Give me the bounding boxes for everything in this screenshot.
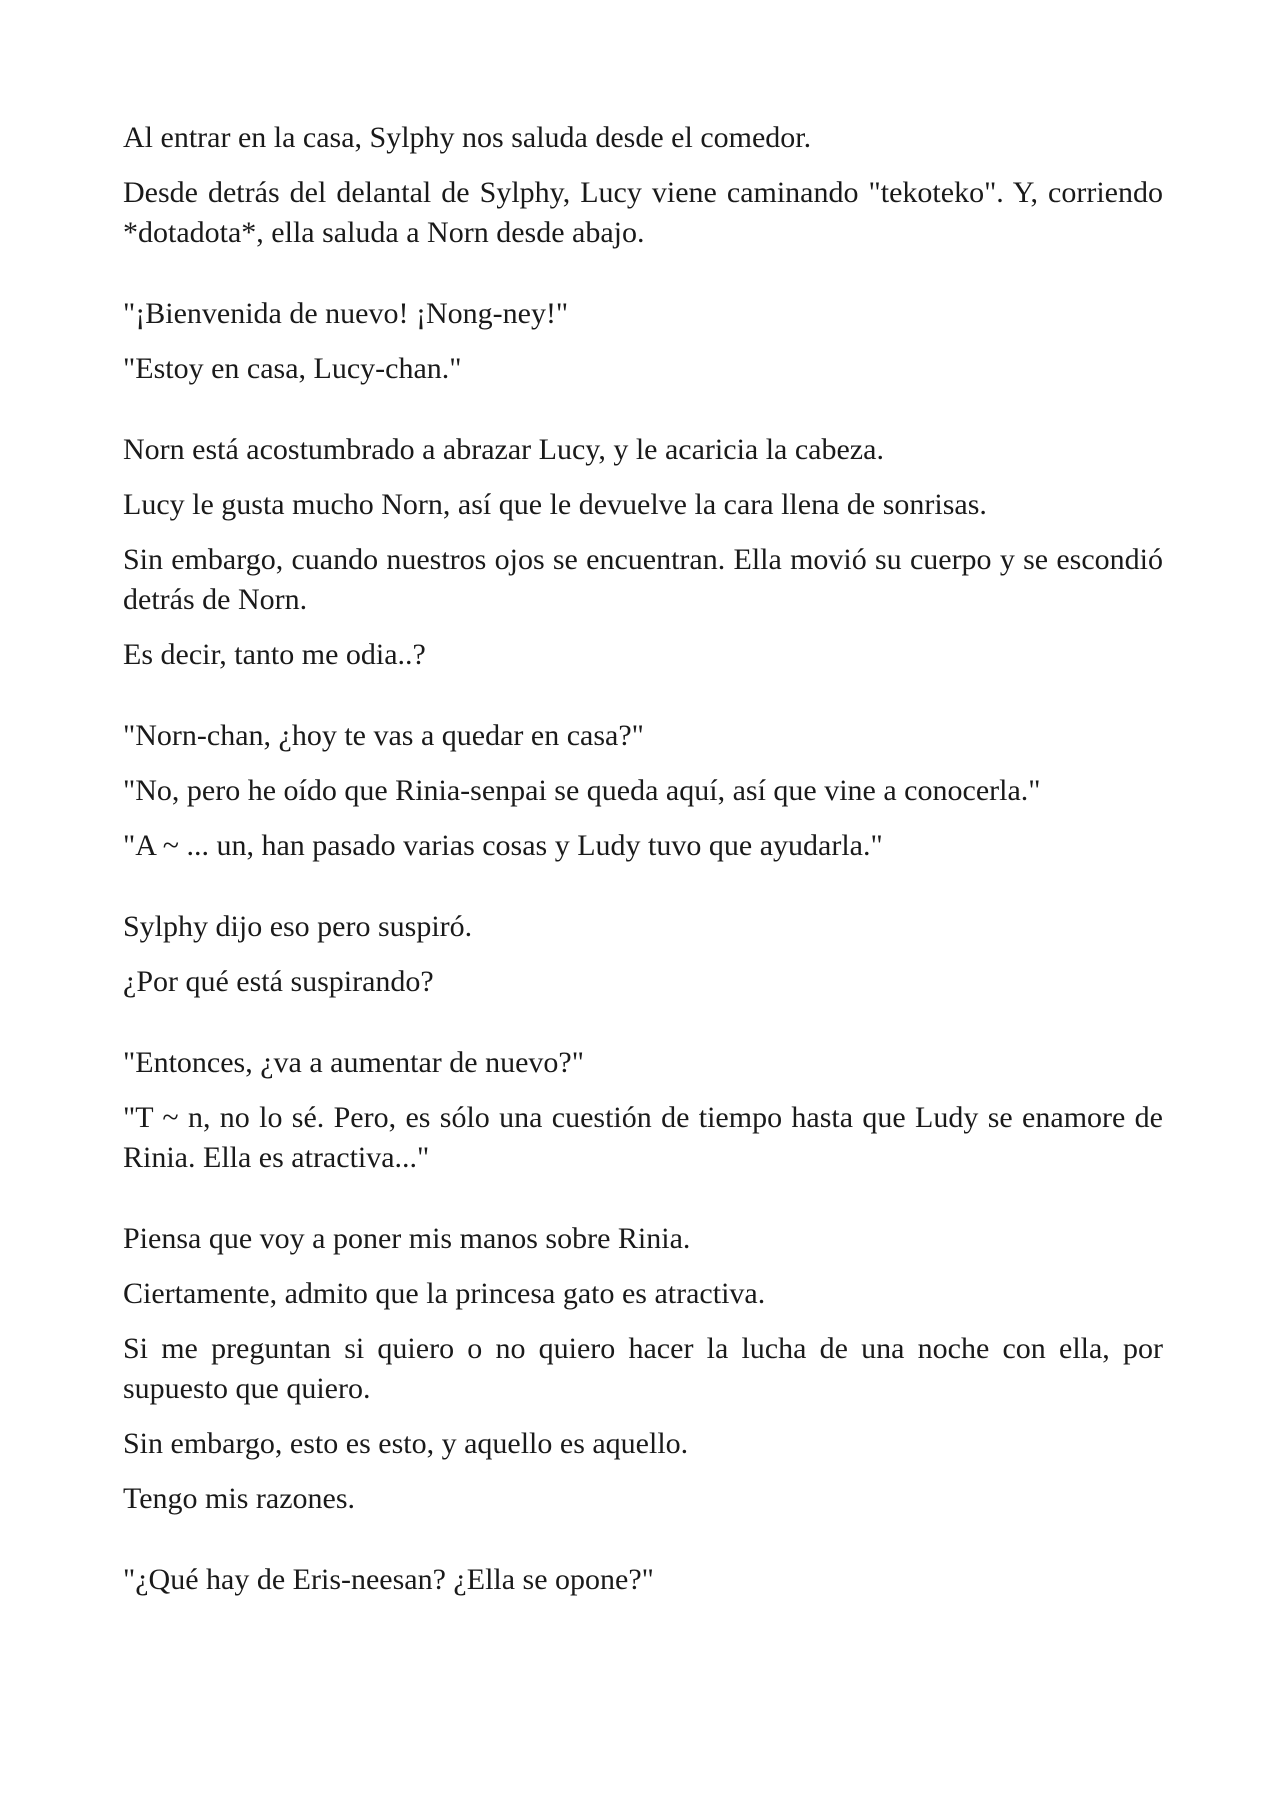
paragraph: "T ~ n, no lo sé. Pero, es sólo una cuestión de tiempo hasta que Ludy se enamore de Rinia. Ella es atractiva...": [123, 1101, 1163, 1174]
paragraph: ¿Por qué está suspirando?: [123, 965, 434, 998]
paragraph: "¡Bienvenida de nuevo! ¡Nong-ney!": [123, 297, 569, 330]
paragraph: "No, pero he oído que Rinia-senpai se queda aquí, así que vine a conocerla.": [123, 774, 1041, 807]
paragraph: "Estoy en casa, Lucy-chan.": [123, 352, 462, 385]
paragraph: Desde detrás del delantal de Sylphy, Lucy viene caminando "tekoteko". Y, corriendo *dotadota*, ella saluda a Norn desde abajo.: [123, 176, 1163, 249]
document-page: [123, 118, 1163, 1615]
paragraph: Al entrar en la casa, Sylphy nos saluda desde el comedor.: [123, 121, 812, 154]
paragraph: Norn está acostumbrado a abrazar Lucy, y le acaricia la cabeza.: [123, 433, 884, 466]
paragraph: Si me preguntan si quiero o no quiero hacer la lucha de una noche con ella, por supuesto que quiero.: [123, 1332, 1163, 1405]
paragraph: "¿Qué hay de Eris-neesan? ¿Ella se opone?": [123, 1563, 654, 1596]
paragraph: Tengo mis razones.: [123, 1482, 356, 1515]
paragraph: "Entonces, ¿va a aumentar de nuevo?": [123, 1046, 584, 1079]
paragraph: Es decir, tanto me odia..?: [123, 638, 426, 671]
paragraph: Sin embargo, cuando nuestros ojos se encuentran. Ella movió su cuerpo y se escondió detrás de Norn.: [123, 543, 1163, 616]
paragraph: Sylphy dijo eso pero suspiró.: [123, 910, 473, 943]
paragraph: Lucy le gusta mucho Norn, así que le devuelve la cara llena de sonrisas.: [123, 488, 987, 521]
paragraph: Piensa que voy a poner mis manos sobre Rinia.: [123, 1222, 691, 1255]
paragraph: "Norn-chan, ¿hoy te vas a quedar en casa?": [123, 719, 644, 752]
paragraph: Sin embargo, esto es esto, y aquello es aquello.: [123, 1427, 689, 1460]
paragraph: Ciertamente, admito que la princesa gato es atractiva.: [123, 1277, 766, 1310]
paragraph: "A ~ ... un, han pasado varias cosas y Ludy tuvo que ayudarla.": [123, 829, 883, 862]
